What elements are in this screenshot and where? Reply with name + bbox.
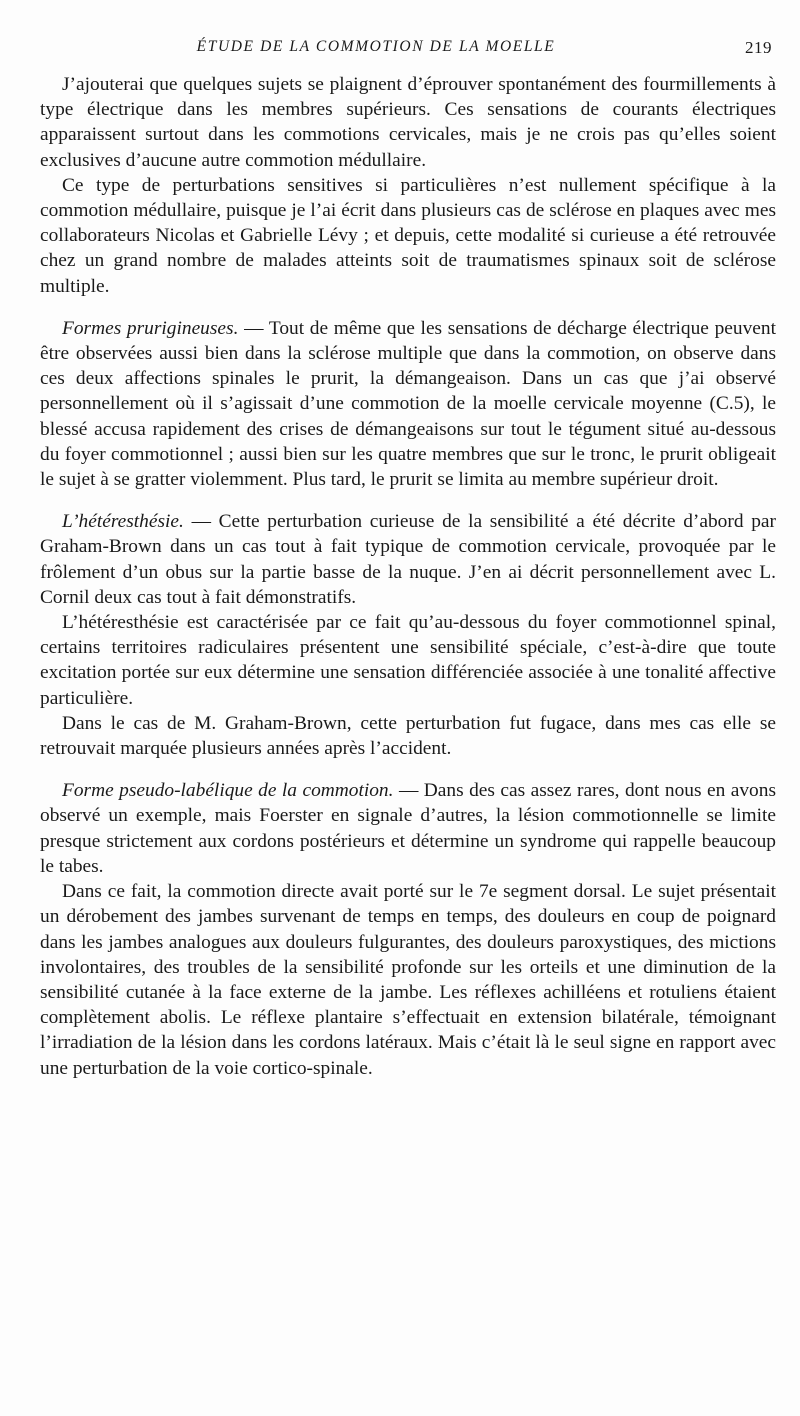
- paragraph-text: Dans le cas de M. Graham-Brown, cette perturbation fut fugace, dans mes cas elle se retrouvait marquée plusieurs années après l’accident.: [40, 712, 776, 760]
- paragraph-text: J’ajouterai que quelques sujets se plaignent d’éprouver spontanément des fourmillements à type électrique dans les membres supérieurs. Ces sensations de courants électriques apparaissent surtout dans les commotions cervicales, mais je ne crois pas qu’elles soient exclusives d’aucune autre commotion médullaire.: [40, 74, 776, 171]
- paragraph: [40, 72, 776, 173]
- paragraph: [40, 711, 776, 761]
- paragraph: [40, 610, 776, 711]
- paragraph-text: Ce type de perturbations sensitives si particulières n’est nullement spécifique à la commotion médullaire, puisque je l’ai écrit dans plusieurs cas de sclérose en plaques avec mes collaborateurs Nicolas et Gabrielle Lévy ; et depuis, cette modalité si curieuse a été retrouvée chez un grand nombre de malades atteints soit de traumatismes spinaux soit de sclérose multiple.: [40, 174, 776, 297]
- paragraph: [40, 879, 776, 1081]
- paragraph: [40, 778, 776, 879]
- paragraph-text: — Cette perturbation curieuse de la sensibilité a été décrite d’abord par Graham-Brown dans un cas tout à fait typique de commotion cervicale, provoquée par le frôlement d’un obus sur la partie basse de la nuque. J’en ai décrit personnellement avec L. Cornil deux cas tout à fait démonstratifs.: [40, 511, 776, 608]
- paragraph: [40, 316, 776, 492]
- paragraph-heading: Forme pseudo-labélique de la commotion.: [62, 780, 394, 802]
- running-head: [40, 38, 772, 62]
- body-text: [40, 72, 776, 1081]
- paragraph-heading: Formes prurigineuses.: [62, 317, 239, 339]
- paragraph: [40, 173, 776, 299]
- paragraph: [40, 509, 776, 610]
- paragraph-heading: L’hétéresthésie.: [62, 511, 184, 533]
- paragraph-text: — Dans des cas assez rares, dont nous en avons observé un exemple, mais Foerster en signale d’autres, la lésion commotionnelle se limite presque strictement aux cordons postérieurs et détermine un syndrome qui rappelle beaucoup le tabes.: [40, 780, 776, 877]
- paragraph-text: L’hétéresthésie est caractérisée par ce fait qu’au-dessous du foyer commotionnel spinal, certains territoires radiculaires présentent une sensibilité spéciale, c’est-à-dire que toute excitation portée sur eux détermine une sensation différenciée associée à une tonalité affective particulière.: [40, 612, 776, 709]
- page-number: 219: [745, 38, 772, 57]
- paragraph-text: Dans ce fait, la commotion directe avait porté sur le 7e segment dorsal. Le sujet présentait un dérobement des jambes survenant de temps en temps, des douleurs en coup de poignard dans les jambes analogues aux douleurs fulgurantes, des douleurs paroxystiques, des mictions involontaires, des troubles de la sensibilité profonde sur les orteils et une diminution de la sensibilité cutanée à la face externe de la jambe. Les réflexes achilléens et rotuliens étaient complètement abolis. Le réflexe plantaire s’effectuait en extension bilatérale, témoignant l’irradiation de la lésion dans les cordons latéraux. Mais c’était là le seul signe en rapport avec une perturbation de la voie cortico-spinale.: [40, 881, 776, 1079]
- running-title: ÉTUDE DE LA COMMOTION DE LA MOELLE: [196, 38, 556, 55]
- paragraph-text: — Tout de même que les sensations de décharge électrique peuvent être observées aussi bien dans la sclérose multiple que dans la commotion, on observe dans ces deux affections spinales le prurit, la démangeaison. Dans un cas que j’ai observé personnellement où il s’agissait d’une commotion de la moelle cervicale moyenne (C.5), le blessé accusa rapidement des crises de démangeaisons sur tout le tégument situé au-dessous du foyer commotionnel ; aussi bien sur les quatre membres que sur le tronc, le prurit obligeait le sujet à se gratter violemment. Plus tard, le prurit se limita au membre supérieur droit.: [40, 317, 776, 491]
